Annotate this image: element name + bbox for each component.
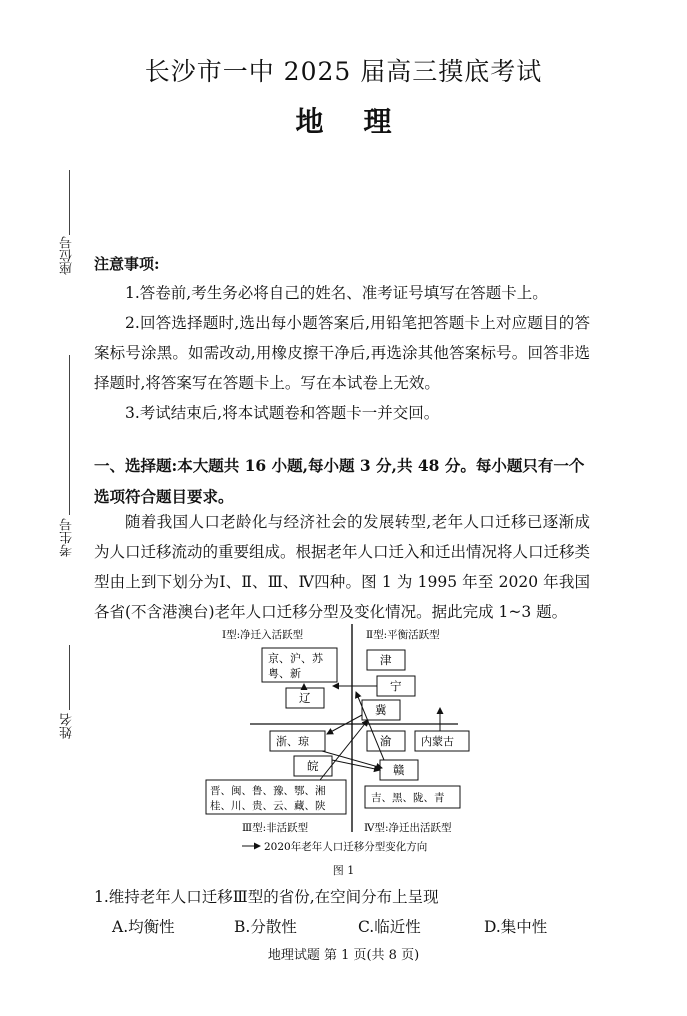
box-zheqiong	[270, 731, 325, 751]
name-label: 姓名	[60, 713, 75, 739]
migration-type-diagram	[200, 620, 490, 860]
box-q4-list-label: 吉、黑、陇、青	[371, 792, 445, 804]
box-jinghusu	[262, 648, 337, 682]
section-heading: 一、选择题:本大题共 16 小题,每小题 3 分,共 48 分。每小题只有一个选项符合题目要求。	[94, 456, 585, 506]
box-jinghusu-line1: 京、沪、苏	[268, 652, 323, 665]
legend-label: 2020年老年人口迁移分型变化方向	[264, 841, 428, 853]
intro-paragraph: 随着我国人口老龄化与经济社会的发展转型,老年人口迁移已逐渐成为人口迁移流动的重要组成。根据老年人口迁入和迁出情况将人口迁移类型由上到下划分为Ⅰ、Ⅱ、Ⅲ、Ⅳ四种。图 1 为 1995 年至 2020 年我国各省(不含港澳台)老年人口迁移分型及变化情况。据此完成 1~3 题。	[94, 513, 591, 621]
notice-heading: 注意事项:	[94, 255, 160, 273]
subject-title: 地理	[295, 105, 432, 138]
box-jin	[367, 650, 405, 670]
box-gan	[380, 760, 418, 780]
exam-no-label: 考生号	[60, 518, 75, 557]
exam-title: 长沙市一中 2025 届高三摸底考试	[144, 57, 543, 86]
box-zheqiong-label: 浙、琼	[276, 735, 309, 748]
box-neimenggu-label: 内蒙古	[421, 735, 454, 748]
box-wan-label: 皖	[307, 759, 319, 773]
notice-item-3: 3.考试结束后,将本试题卷和答题卡一并交回。	[125, 404, 440, 422]
box-liao	[286, 688, 324, 708]
quadrant-3-label: Ⅲ型:非活跃型	[242, 822, 309, 834]
box-q3-list-line1: 晋、闽、鲁、豫、鄂、湘	[210, 785, 326, 797]
exam-no-line	[69, 355, 70, 515]
notice-item-2: 2.回答选择题时,选出每小题答案后,用铅笔把答题卡上对应题目的答案标号涂黑。如需改动,用橡皮擦干净后,再选涂其他答案标号。回答非选择题时,将答案写在答题卡上。写在本试卷上无效。	[94, 314, 590, 392]
box-q3-list	[206, 780, 346, 814]
arrow-q3-to-ji	[320, 720, 368, 780]
box-jinghusu-line2: 粤、新	[268, 667, 301, 680]
option-d[interactable]: D.集中性	[484, 918, 548, 936]
quadrant-1-label: Ⅰ型:净迁入活跃型	[222, 629, 304, 641]
box-liao-label: 辽	[299, 691, 311, 705]
box-gan-label: 赣	[393, 763, 405, 777]
box-ji	[362, 700, 400, 720]
notice-item-1: 1.答卷前,考生务必将自己的姓名、准考证号填写在答题卡上。	[125, 284, 548, 302]
box-q3-list-line2: 桂、川、贵、云、藏、陕	[210, 800, 326, 812]
seat-label: 座位号	[60, 236, 75, 275]
option-b[interactable]: B.分散性	[234, 918, 297, 936]
box-ji-label: 冀	[375, 703, 387, 717]
option-c[interactable]: C.临近性	[358, 918, 421, 936]
box-jin-label: 津	[380, 653, 392, 667]
box-ning-label: 宁	[390, 679, 402, 693]
quadrant-4-label: Ⅳ型:净迁出活跃型	[364, 822, 452, 834]
name-line	[69, 645, 70, 710]
box-ning	[377, 676, 415, 696]
box-yu-label: 渝	[380, 734, 392, 748]
page-footer: 地理试题 第 1 页(共 8 页)	[267, 948, 420, 963]
question-1-stem: 1.维持老年人口迁移Ⅲ型的省份,在空间分布上呈现	[94, 888, 439, 906]
box-wan	[294, 756, 332, 776]
quadrant-2-label: Ⅱ型:平衡活跃型	[366, 629, 440, 641]
figure-caption: 图 1	[332, 864, 355, 877]
option-a[interactable]: A.均衡性	[112, 918, 175, 936]
box-neimenggu	[415, 731, 469, 751]
box-yu	[367, 731, 405, 751]
seat-line	[69, 170, 70, 235]
box-q4-list	[365, 786, 460, 808]
